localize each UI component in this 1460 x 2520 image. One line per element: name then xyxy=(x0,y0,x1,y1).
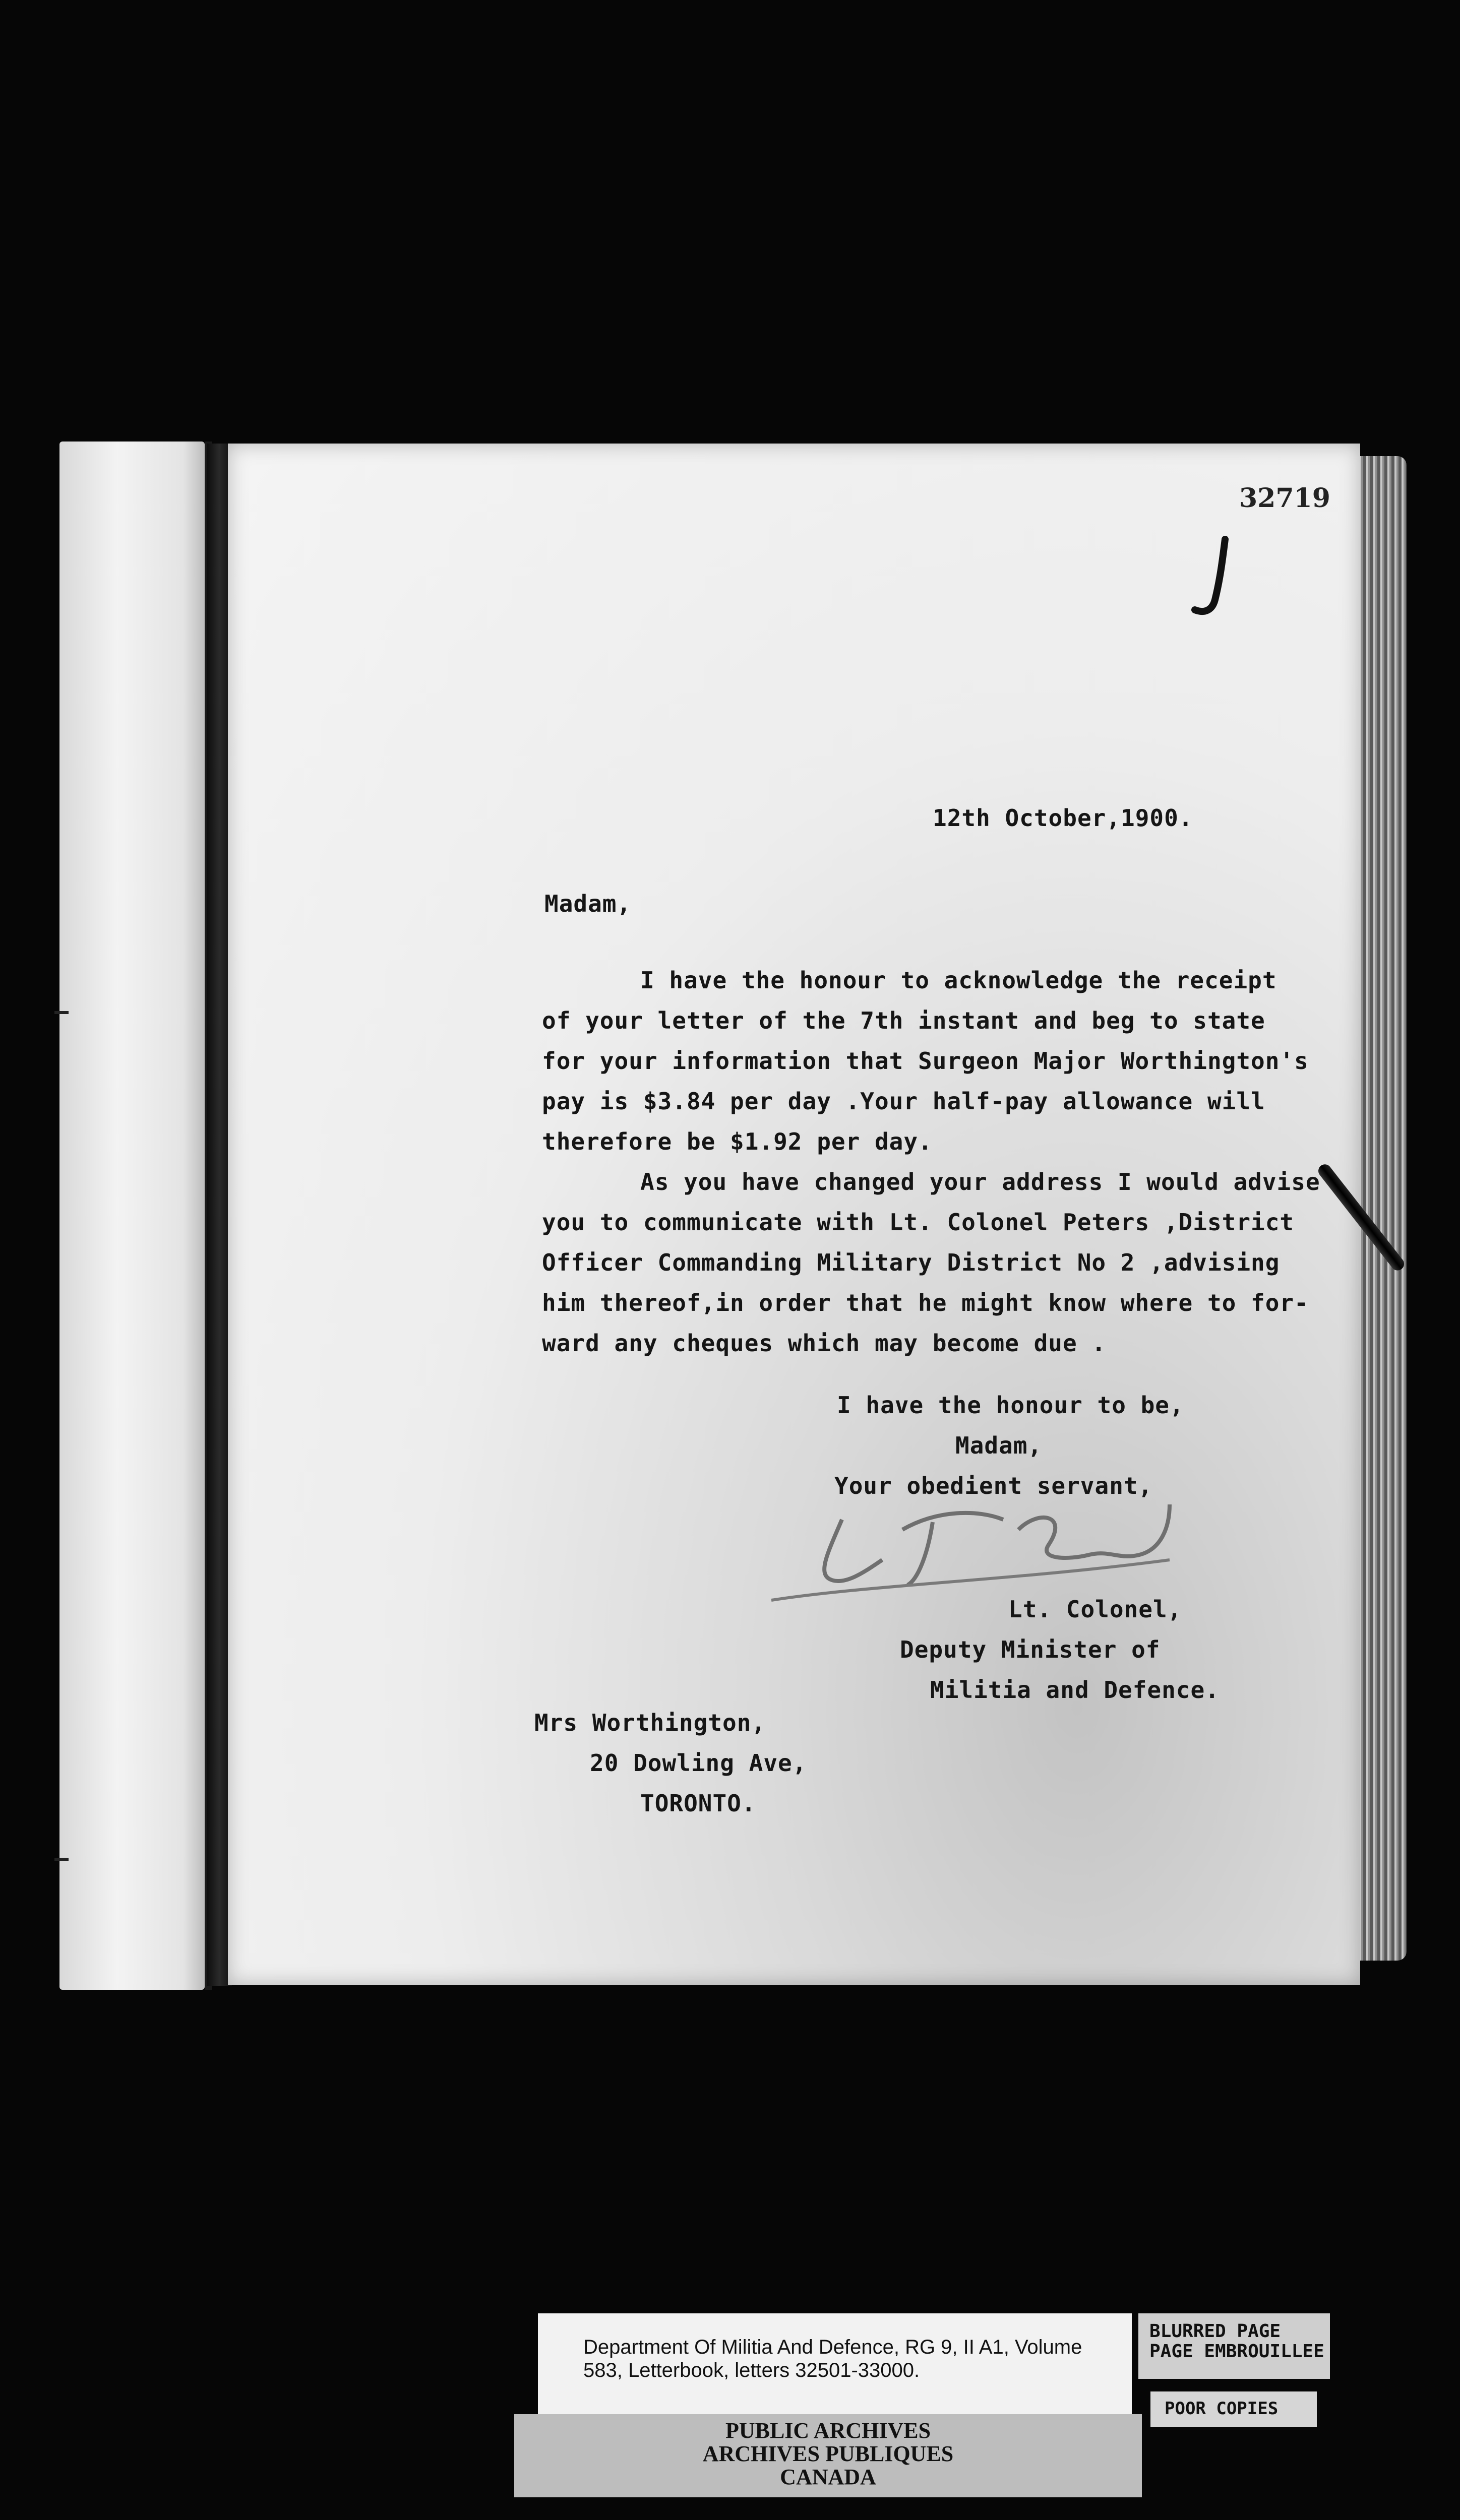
check-mark xyxy=(1185,534,1245,620)
archives-stamp xyxy=(514,2414,1142,2497)
archive-line: PUBLIC ARCHIVES xyxy=(725,2418,931,2443)
signatory-title: Deputy Minister of xyxy=(900,1636,1161,1663)
recipient-city: TORONTO. xyxy=(640,1790,756,1817)
signatory-rank: Lt. Colonel, xyxy=(1008,1596,1182,1623)
closing-line: Your obedient servant, xyxy=(834,1472,1153,1499)
poor-copies-label: POOR COPIES xyxy=(1150,2391,1317,2427)
archive-line: CANADA xyxy=(780,2465,876,2489)
archive-line: ARCHIVES PUBLIQUES xyxy=(702,2441,954,2466)
page-stack-edges xyxy=(1356,456,1407,1961)
closing-line: I have the honour to be, xyxy=(837,1392,1184,1419)
body-line: ward any cheques which may become due . xyxy=(542,1330,1107,1357)
page-mark xyxy=(54,1011,69,1014)
body-line: therefore be $1.92 per day. xyxy=(542,1128,933,1155)
blurred-line: BLURRED PAGE xyxy=(1149,2321,1281,2342)
facing-page xyxy=(59,442,205,1990)
body-line: him thereof,in order that he might know where to for- xyxy=(542,1289,1309,1316)
page-mark xyxy=(54,1858,69,1861)
recipient-street: 20 Dowling Ave, xyxy=(590,1749,807,1777)
body-line: pay is $3.84 per day .Your half-pay allowance will xyxy=(542,1088,1265,1115)
body-line: you to communicate with Lt. Colonel Peters ,District xyxy=(542,1209,1295,1236)
signatory-department: Militia and Defence. xyxy=(930,1676,1220,1704)
body-line: of your letter of the 7th instant and beg to state xyxy=(542,1007,1265,1034)
body-line: I have the honour to acknowledge the receipt xyxy=(640,967,1277,994)
letter-body xyxy=(542,960,1320,1363)
recipient-name: Mrs Worthington, xyxy=(534,1709,766,1736)
closing-line: Madam, xyxy=(955,1432,1043,1459)
blurred-page-label xyxy=(1138,2313,1330,2379)
salutation: Madam, xyxy=(544,890,632,917)
body-line: Officer Commanding Military District No 2 ,advising xyxy=(542,1249,1280,1276)
source-label: Department Of Militia And Defence, RG 9, II A1, Volume 583, Letterbook, letters 32501-33000. xyxy=(538,2313,1132,2414)
body-line: As you have changed your address I would advise xyxy=(640,1168,1320,1195)
letter-date: 12th October,1900. xyxy=(933,804,1193,832)
document-number: 32719 xyxy=(1239,483,1330,514)
blurred-line: PAGE EMBROUILLEE xyxy=(1149,2341,1324,2362)
body-line: for your information that Surgeon Major Worthington's xyxy=(542,1047,1309,1075)
